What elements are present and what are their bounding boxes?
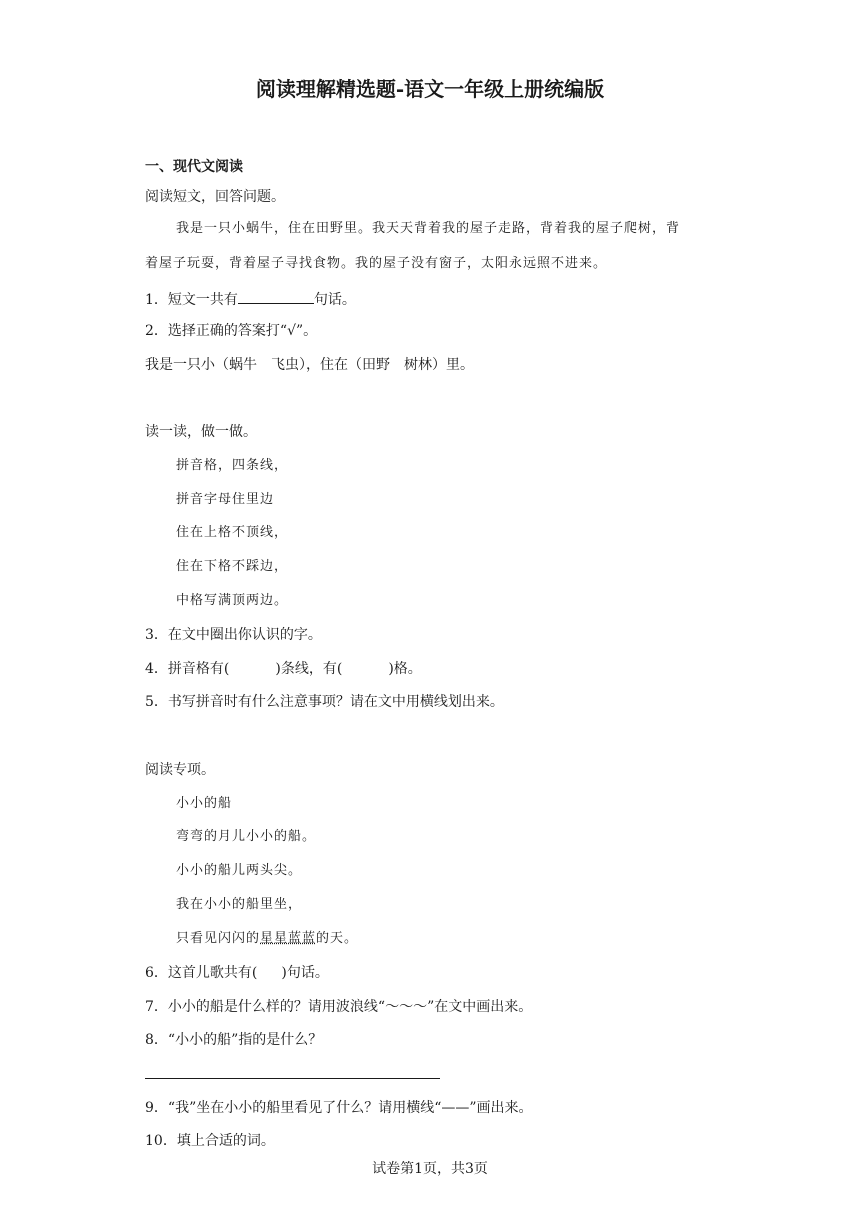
question-2: 2．选择正确的答案打“√”。 <box>145 323 318 339</box>
passage1-text-line2: 着屋子玩耍，背着屋子寻找食物。我的屋子没有窗子，太阳永远照不进来。 <box>145 256 608 271</box>
passage3-instruction: 阅读专项。 <box>145 762 215 778</box>
poem-line-emphasis: 星星蓝蓝 <box>260 931 317 946</box>
passage2-instruction: 读一读，做一做。 <box>145 424 257 440</box>
poem-title: 小小的船 <box>176 796 233 811</box>
question-6-suffix: )句话。 <box>281 965 329 981</box>
poem-line: 住在上格不顶线， <box>176 525 289 540</box>
poem-line: 弯弯的月儿小小的船。 <box>176 829 317 844</box>
question-4-part-b: )条线，有( <box>275 661 343 677</box>
question-3: 3．在文中圈出你认识的字。 <box>145 627 322 643</box>
question-8: 8．“小小的船”指的是什么？ <box>145 1032 323 1048</box>
question-2-sentence: 我是一只小（蜗牛 飞虫），住在（田野 树林）里。 <box>145 357 474 373</box>
question-4 <box>145 660 422 678</box>
question-5: 5．书写拼音时有什么注意事项？请在文中用横线划出来。 <box>145 694 504 710</box>
poem-line-part-c: 的天。 <box>316 931 359 946</box>
question-6 <box>145 964 329 982</box>
poem-line <box>176 930 358 948</box>
question-1-prefix: 1．短文一共有 <box>145 292 238 308</box>
question-1 <box>145 289 356 309</box>
section-heading: 一、现代文阅读 <box>145 159 243 175</box>
question-1-suffix: 句话。 <box>313 292 356 308</box>
question-9: 9．“我”坐在小小的船里看见了什么？请用横线“——”画出来。 <box>145 1100 533 1116</box>
passage1-text-line1: 我是一只小蜗牛，住在田野里。我天天背着我的屋子走路，背着我的屋子爬树，背 <box>176 221 681 236</box>
poem-line: 住在下格不踩边， <box>176 559 289 574</box>
question-4-part-a: 4．拼音格有( <box>145 661 230 677</box>
passage1-instruction: 阅读短文，回答问题。 <box>145 189 285 205</box>
page-footer: 试卷第1页，共3页 <box>372 1161 488 1177</box>
question-6-prefix: 6．这首儿歌共有( <box>145 965 258 981</box>
poem-line: 拼音格，四条线， <box>176 458 289 473</box>
poem-line: 小小的船儿两头尖。 <box>176 863 303 878</box>
question-10: 10．填上合适的词。 <box>145 1133 275 1149</box>
poem-line: 我在小小的船里坐， <box>176 897 303 912</box>
page-title: 阅读理解精选题-语文一年级上册统编版 <box>255 77 605 101</box>
poem-line: 拼音字母住里边 <box>176 492 275 507</box>
answer-line[interactable] <box>145 1078 440 1079</box>
poem-line: 中格写满顶两边。 <box>176 593 289 608</box>
question-4-part-c: )格。 <box>388 661 422 677</box>
question-7: 7．小小的船是什么样的？请用波浪线“～～～”在文中画出来。 <box>145 999 533 1015</box>
poem-line-part-a: 只看见闪闪的 <box>176 931 261 946</box>
answer-blank[interactable] <box>238 289 314 304</box>
